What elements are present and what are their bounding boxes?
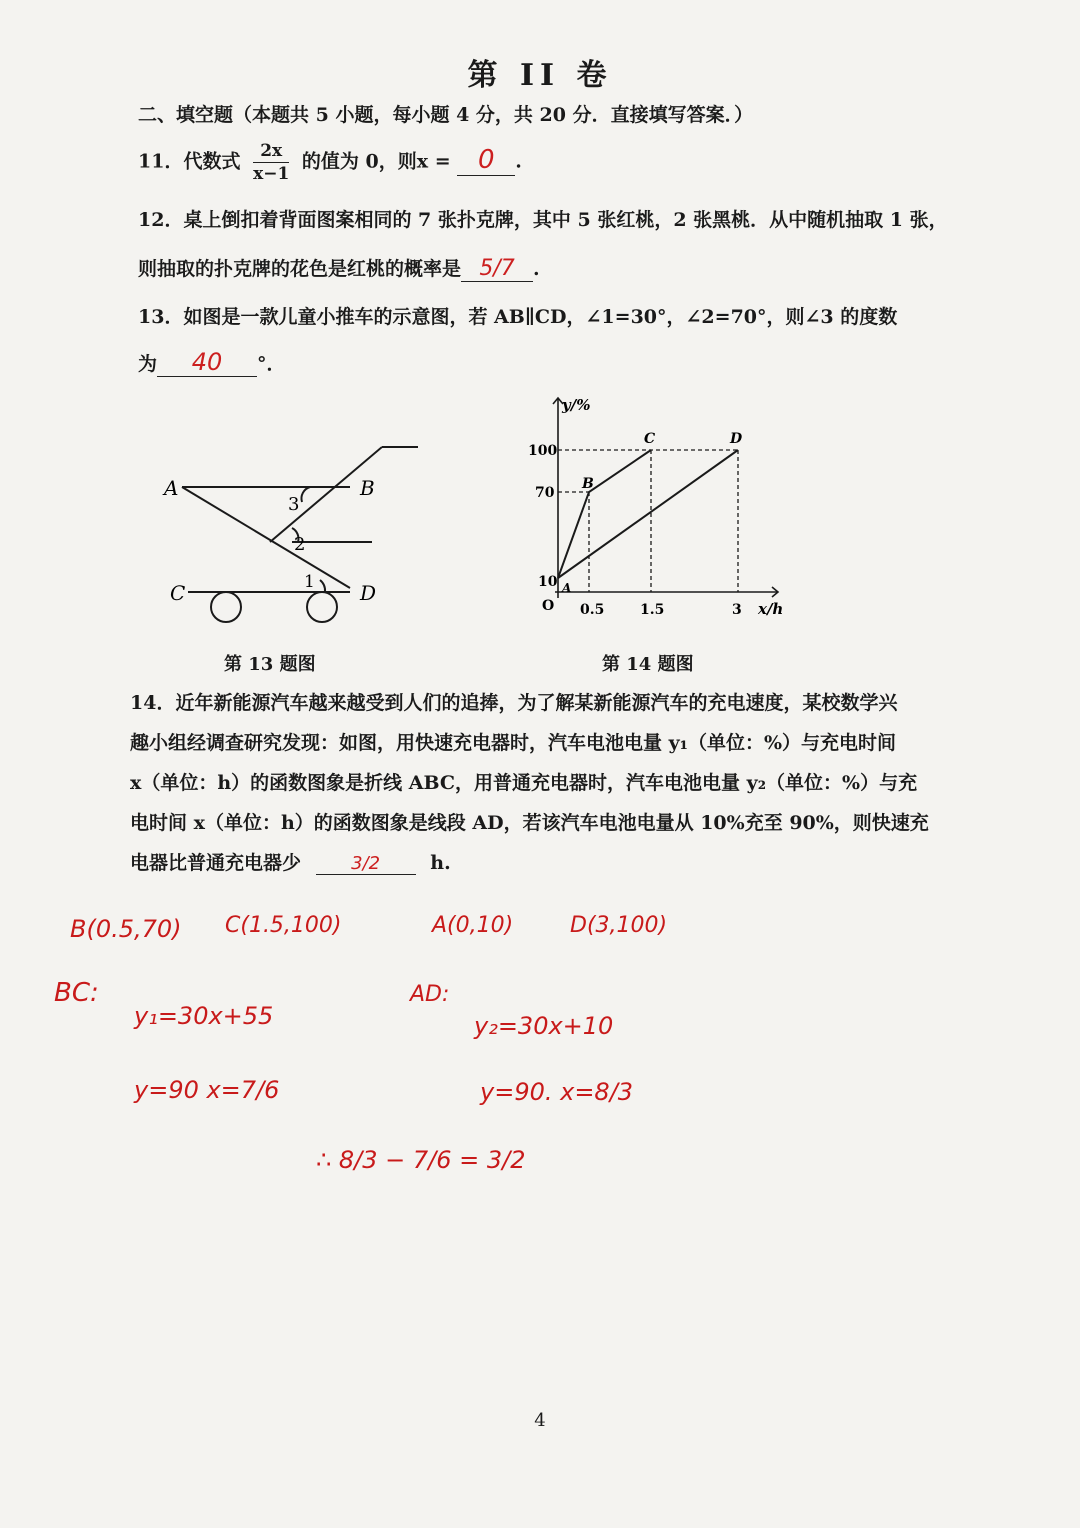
hw-point-d: D(3,100)	[570, 913, 668, 938]
fig13-label-c: C	[170, 581, 186, 605]
q14-answer: 3/2	[351, 853, 381, 874]
fig14-xtick-05: 0.5	[580, 602, 605, 618]
segment-ad	[558, 450, 738, 578]
fig14-ytick-100: 100	[528, 443, 558, 459]
fig13-label-angle3: 3	[288, 494, 300, 515]
fig14-point-a: A	[562, 581, 572, 595]
hw-bc-solve: y=90 x=7/6	[134, 1076, 280, 1104]
question-13-line1: 13．如图是一款儿童小推车的示意图，若 AB∥CD，∠1=30°，∠2=70°，则∠3 的度数	[138, 306, 898, 328]
question-14-line1: 14．近年新能源汽车越来越受到人们的追捧，为了解某新能源汽车的充电速度，某校数学兴	[130, 692, 898, 714]
q11-end: .	[515, 150, 522, 173]
fig13-label-d: D	[360, 581, 377, 605]
question-14-line3: x（单位：h）的函数图象是折线 ABC，用普通充电器时，汽车电池电量 y₂（单位：%）与充	[130, 772, 918, 794]
fig14-y-label: y/%	[562, 396, 591, 414]
hw-ad-label: AD:	[410, 982, 450, 1007]
fig14-point-d: D	[730, 431, 743, 447]
fig14-point-b: B	[582, 476, 594, 492]
question-12-line2	[138, 254, 540, 282]
q11-fraction	[253, 140, 289, 185]
q11-frac-den: x−1	[253, 164, 290, 184]
q13-answer-blank[interactable]	[157, 348, 257, 377]
question-12-line1: 12．桌上倒扣着背面图案相同的 7 张扑克牌，其中 5 张红桃，2 张黑桃．从中随机抽取 1 张，	[138, 209, 948, 231]
figure-13-caption: 第 13 题图	[224, 654, 316, 675]
fig14-point-c: C	[644, 431, 656, 447]
question-14-line5	[130, 848, 451, 875]
fig13-label-a: A	[164, 476, 179, 500]
hw-ad-solve: y=90. x=8/3	[480, 1078, 634, 1106]
q12-answer: 5/7	[479, 256, 515, 281]
q11-prefix: 11．代数式	[138, 150, 241, 173]
q14-answer-blank[interactable]	[316, 852, 416, 875]
arc-angle1	[320, 580, 325, 592]
hw-ad-equation: y₂=30x+10	[474, 1012, 614, 1040]
question-14-line2: 趣小组经调查研究发现：如图，用快速充电器时，汽车电池电量 y₁（单位：%）与充电时间	[130, 732, 897, 754]
question-14-line4: 电时间 x（单位：h）的函数图象是线段 AD，若该汽车电池电量从 10%充至 90%，则快速充	[130, 812, 929, 834]
hw-point-a: A(0,10)	[432, 913, 514, 938]
figure-13-stroller-diagram	[150, 430, 450, 640]
q11-answer: 0	[477, 144, 495, 175]
hw-point-c: C(1.5,100)	[225, 913, 342, 938]
fig14-origin: O	[542, 598, 555, 614]
hw-bc-equation: y₁=30x+55	[134, 1002, 274, 1030]
fig14-ytick-70: 70	[535, 485, 555, 501]
fig14-x-label: x/h	[758, 600, 784, 618]
fig13-label-angle1: 1	[304, 572, 315, 592]
figure-14-caption: 第 14 题图	[602, 654, 694, 675]
q11-answer-blank[interactable]	[457, 145, 515, 176]
hw-bc-label: BC:	[54, 978, 99, 1008]
page-title: 第 II 卷	[467, 58, 613, 93]
q12-line2-text: 则抽取的扑克牌的花色是红桃的概率是	[138, 258, 462, 280]
q14-line5-text: 电器比普通充电器少	[130, 852, 302, 874]
wheel-right	[307, 592, 337, 622]
q11-frac-num: 2x	[253, 140, 289, 163]
section-heading: 二、填空题（本题共 5 小题，每小题 4 分，共 20 分．直接填写答案．）	[138, 104, 754, 126]
fig14-ytick-10: 10	[538, 574, 558, 590]
hw-conclusion: ∴ 8/3 − 7/6 = 3/2	[316, 1146, 526, 1174]
fig13-label-b: B	[360, 476, 375, 500]
q12-answer-blank[interactable]	[461, 256, 533, 282]
q13-end: °．	[257, 353, 286, 375]
q11-middle: 的值为 0，则x =	[301, 150, 451, 173]
page-number: 4	[534, 1410, 546, 1431]
q13-answer: 40	[191, 348, 223, 376]
hw-point-b: B(0.5,70)	[70, 915, 182, 943]
figure-14-charging-graph	[520, 388, 790, 628]
fig13-label-angle2: 2	[294, 534, 306, 555]
line-ad	[182, 487, 350, 588]
q14-end: h.	[430, 852, 451, 874]
q12-end: .	[533, 258, 540, 280]
fig14-xtick-15: 1.5	[640, 602, 665, 618]
q13-prefix: 为	[138, 353, 158, 375]
fig14-xtick-3: 3	[732, 602, 742, 618]
question-11	[138, 140, 522, 185]
question-13-line2	[138, 348, 286, 377]
polyline-abc	[558, 450, 651, 578]
wheel-left	[211, 592, 241, 622]
arc-angle3	[301, 487, 310, 502]
